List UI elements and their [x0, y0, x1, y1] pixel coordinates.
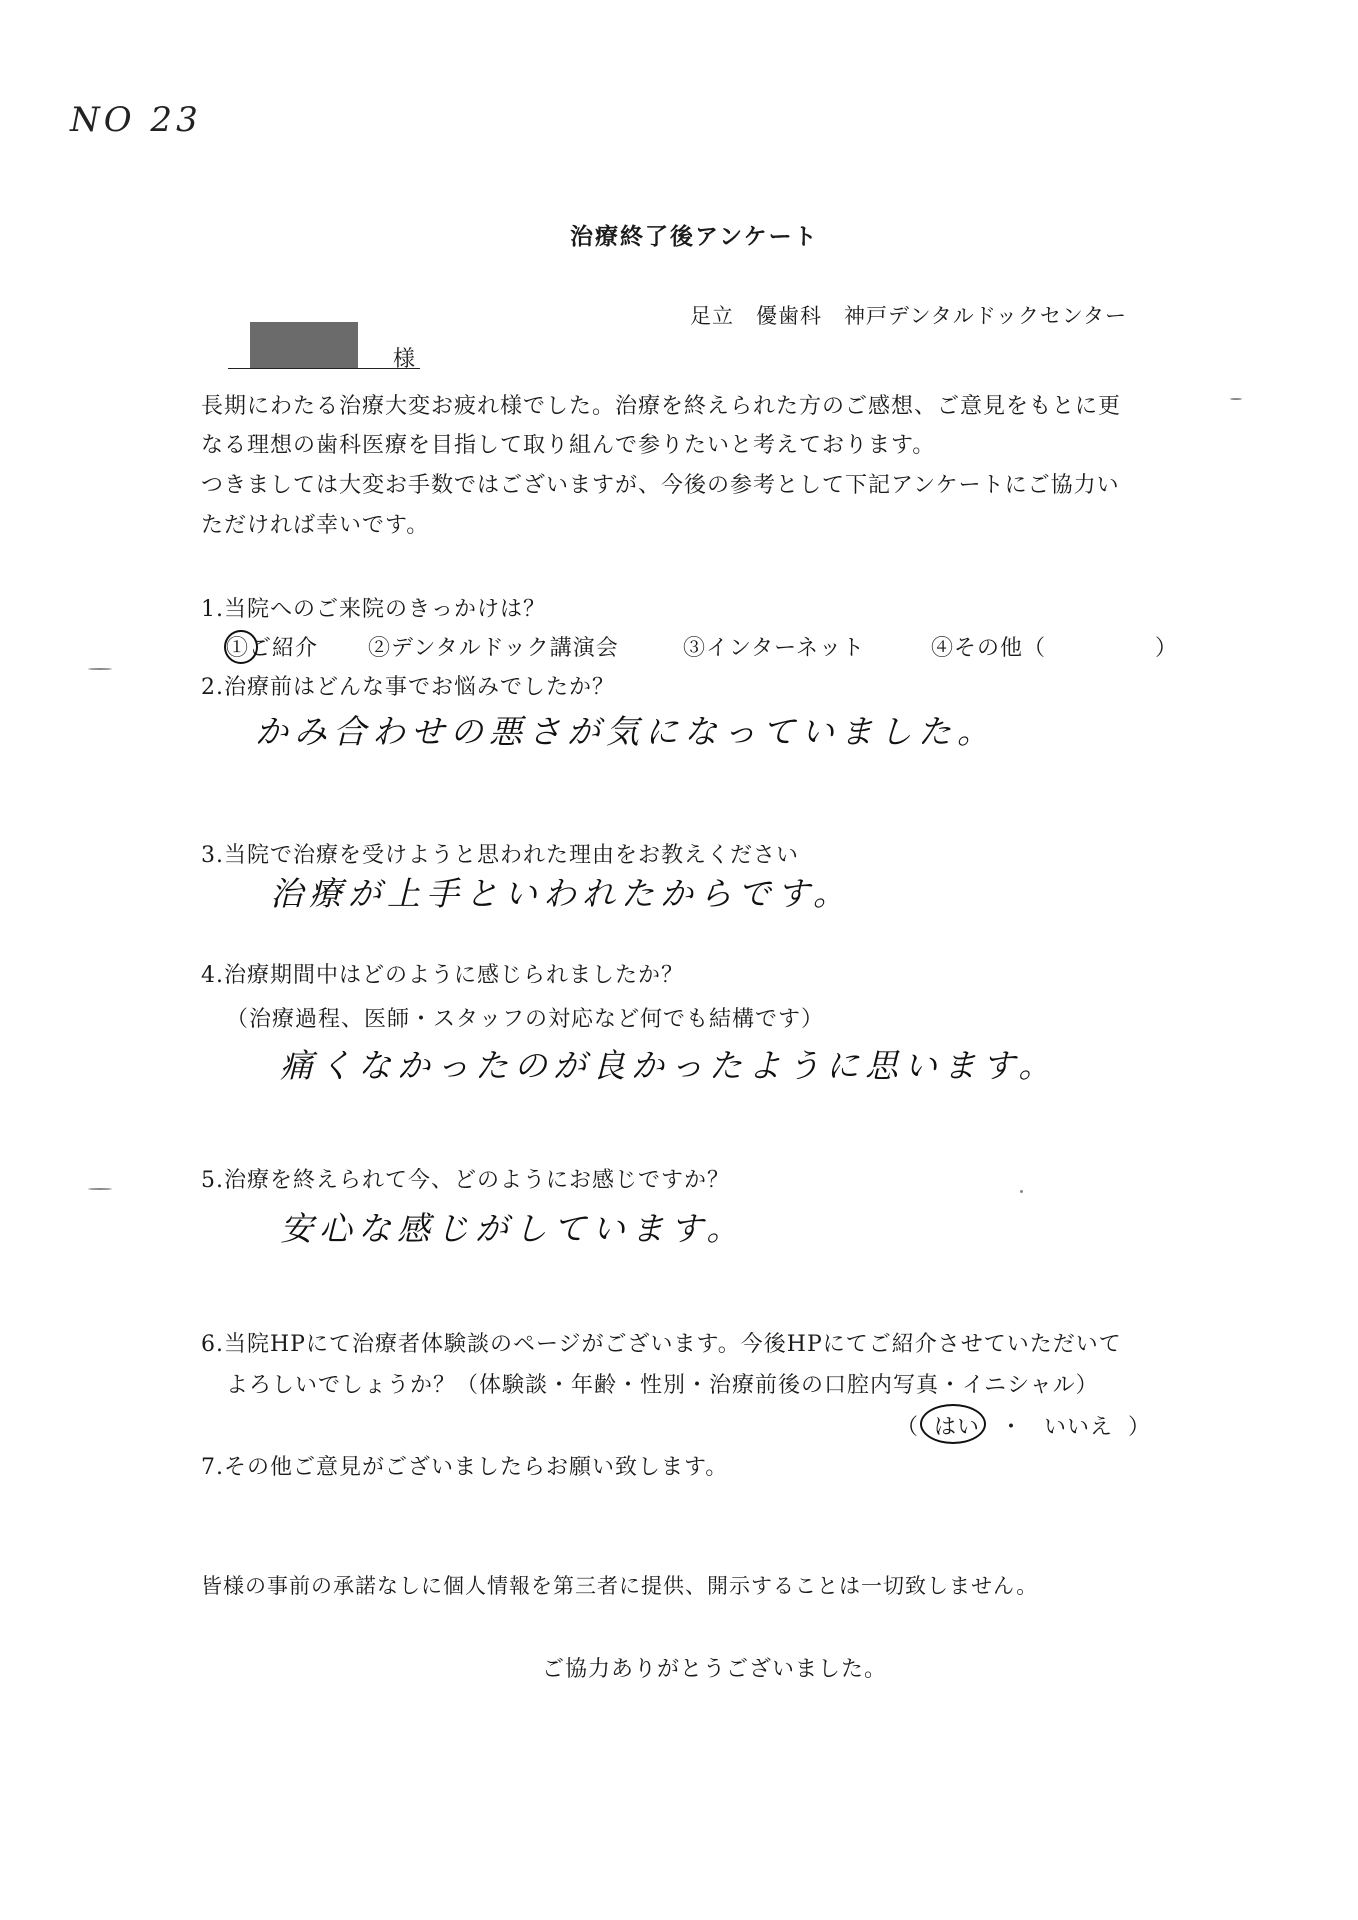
scan-speck	[88, 1188, 112, 1190]
intro-line: 長期にわたる治療大変お疲れ様でした。治療を終えられた方のご感想、ご意見をもとに更	[201, 394, 1122, 419]
scan-speck	[1020, 1190, 1023, 1193]
q4-answer: 痛くなかったのが良かったように思います。	[280, 1046, 1058, 1085]
q6-close-paren: ）	[1128, 1415, 1152, 1440]
q1-option-referral: ①ご紹介	[226, 636, 319, 661]
q6-selected-mark	[920, 1404, 986, 1444]
q2-question: 2.治療前はどんな事でお悩みでしたか？	[201, 675, 615, 700]
q6-separator: ・	[1000, 1415, 1024, 1440]
intro-line: つきましては大変お手数ではございますが、今後の参考として下記アンケートにご協力い	[201, 473, 1120, 498]
q6-option-no: いいえ	[1044, 1415, 1114, 1440]
recipient-suffix: 様	[393, 347, 417, 372]
scan-speck	[1230, 398, 1242, 400]
q6-question-line2: よろしいでしょうか？（体験談・年齢・性別・治療前後の口腔内写真・イニシャル）	[226, 1373, 1099, 1398]
q1-selected-mark	[224, 630, 258, 664]
document-number: NO 23	[70, 100, 202, 140]
q1-option-other-close: ）	[1155, 636, 1179, 661]
page-title: 治療終了後アンケート	[570, 223, 819, 250]
q1-option-other: ④その他（	[931, 636, 1047, 661]
q2-answer: かみ合わせの悪さが気になっていました。	[255, 712, 996, 751]
intro-line: ただければ幸いです。	[201, 513, 430, 538]
q1-option-internet: ③インターネット	[683, 636, 866, 661]
q7-question: 7.その他ご意見がございましたらお願い致します。	[201, 1455, 729, 1480]
q6-open-paren: （	[896, 1415, 920, 1440]
q4-question: 4.治療期間中はどのように感じられましたか？	[201, 963, 684, 988]
privacy-statement: 皆様の事前の承諾なしに個人情報を第三者に提供、開示することは一切致しません。	[201, 1574, 1039, 1598]
q6-question-line1: 6.当院HPにて治療者体験談のページがございます。今後HPにてご紹介させていただいて	[201, 1332, 1122, 1357]
q3-answer: 治療が上手といわれたからです。	[270, 874, 853, 913]
q3-question: 3.当院で治療を受けようと思われた理由をお教えください	[201, 843, 799, 868]
q1-question: 1.当院へのご来院のきっかけは？	[201, 597, 546, 622]
thanks-message: ご協力ありがとうございました。	[542, 1657, 888, 1682]
redacted-name	[250, 322, 358, 368]
q1-option-lecture: ②デンタルドック講演会	[368, 636, 619, 661]
scan-speck	[88, 668, 112, 670]
q6-option-yes: はい	[934, 1415, 981, 1440]
q4-note: （治療過程、医師・スタッフの対応など何でも結構です）	[226, 1007, 825, 1032]
clinic-name: 足立 優歯科 神戸デンタルドックセンター	[690, 304, 1128, 328]
q5-answer: 安心な感じがしています。	[280, 1209, 746, 1248]
q5-question: 5.治療を終えられて今、どのようにお感じですか？	[201, 1168, 730, 1193]
intro-line: なる理想の歯科医療を目指して取り組んで参りたいと考えております。	[201, 433, 936, 458]
